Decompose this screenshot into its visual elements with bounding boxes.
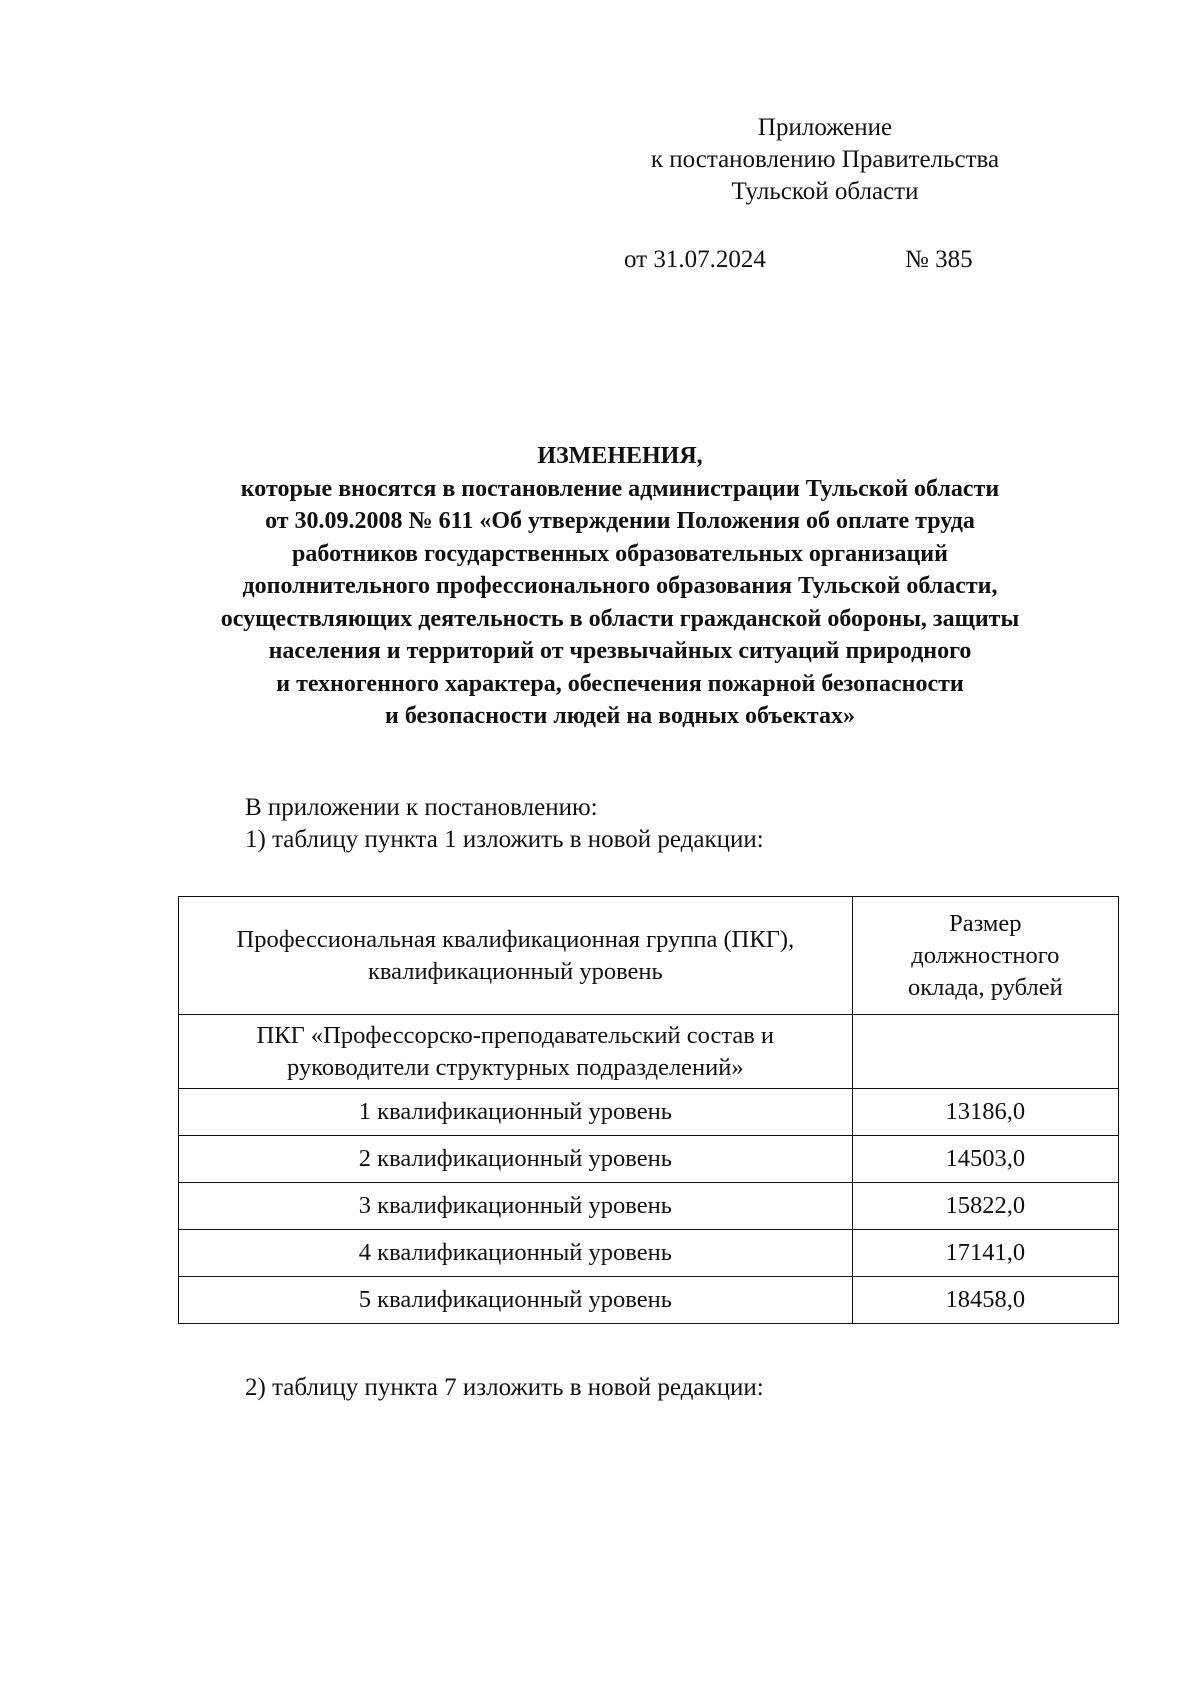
title-line: дополнительного профессионального образования Тульской области, [242,573,998,599]
header-salary-cell [852,897,1118,1015]
level-cell: 1 квалификационный уровень [179,1089,853,1136]
salary-cell: 17141,0 [852,1230,1118,1277]
group-name-line: ПКГ «Профессорско-преподавательский состав и [256,1021,775,1049]
table-row [179,1277,1119,1324]
appendix-header [600,112,1050,208]
group-name-line: руководители структурных подразделений» [287,1053,744,1081]
level-cell: 4 квалификационный уровень [179,1230,853,1277]
table-row [179,1230,1119,1277]
title-line: и техногенного характера, обеспечения пожарной безопасности [276,670,964,697]
item-1-paragraph: 1) таблицу пункта 1 изложить в новой редакции: [245,826,764,853]
header-salary-line: оклада, рублей [907,973,1063,1001]
title-line: от 30.09.2008 № 611 «Об утверждении Положения об оплате труда [265,508,975,534]
header-group-line: Профессиональная квалификационная группа (ПКГ), [236,925,795,953]
level-cell: 5 квалификационный уровень [179,1277,853,1324]
title-line: и безопасности людей на водных объектах» [385,703,855,729]
salary-cell: 14503,0 [852,1136,1118,1183]
group-name-cell [179,1015,853,1089]
intro-paragraph: В приложении к постановлению: [245,794,598,821]
title-line: осуществляющих деятельность в области гражданской обороны, защиты [220,605,1020,632]
title-heading: ИЗМЕНЕНИЯ, [537,443,703,469]
resolution-date: от 31.07.2024 [624,246,766,273]
appendix-label: Приложение [757,114,893,141]
salary-cell: 18458,0 [852,1277,1118,1324]
resolution-number: № 385 [905,246,973,273]
table-row [179,1089,1119,1136]
table-group-row [179,1015,1119,1089]
header-salary-line: Размер [949,909,1022,937]
title-line: которые вносятся в постановление администрации Тульской области [240,475,1000,502]
appendix-region: Тульской области [731,178,919,205]
appendix-resolution: к постановлению Правительства [650,146,1000,173]
group-salary-cell [852,1015,1118,1089]
title-line: населения и территорий от чрезвычайных ситуаций природного [268,638,972,664]
document-title [120,440,1120,733]
salary-cell: 15822,0 [852,1183,1118,1230]
salary-cell: 13186,0 [852,1089,1118,1136]
salary-table [178,896,1119,1324]
table-header-row [179,897,1119,1015]
level-cell: 3 квалификационный уровень [179,1183,853,1230]
header-salary-line: должностного [911,941,1060,969]
header-group-line: квалификационный уровень [367,957,663,985]
header-group-cell [179,897,853,1015]
table-row [179,1136,1119,1183]
item-2-paragraph: 2) таблицу пункта 7 изложить в новой редакции: [245,1374,764,1401]
level-cell: 2 квалификационный уровень [179,1136,853,1183]
title-line: работников государственных образовательных организаций [292,540,948,567]
table-row [179,1183,1119,1230]
